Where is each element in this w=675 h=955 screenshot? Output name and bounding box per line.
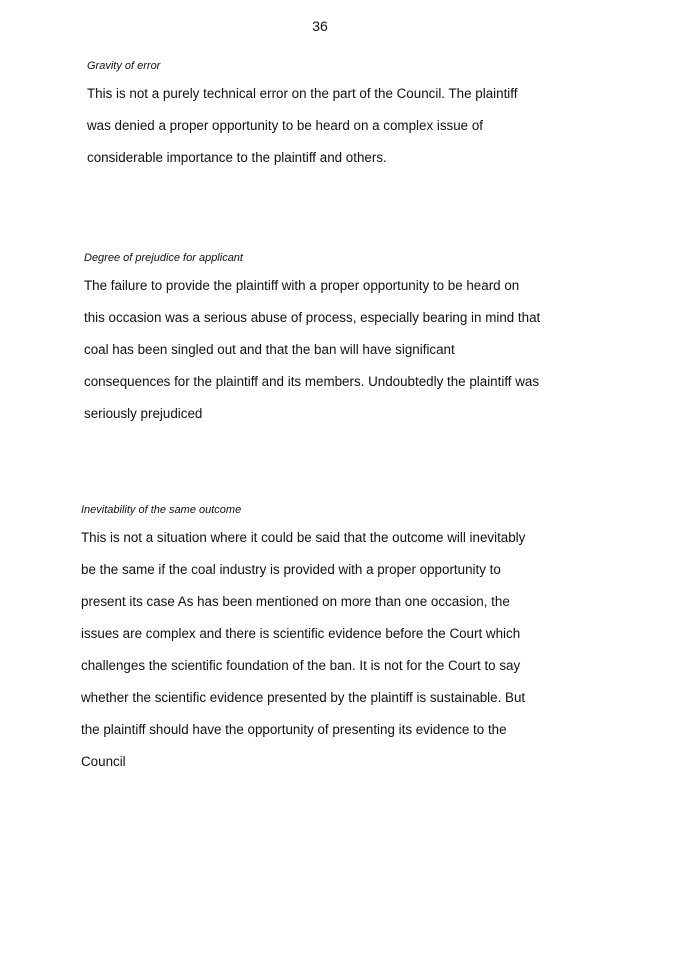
text-line: seriously prejudiced bbox=[84, 406, 203, 421]
text-line: be the same if the coal industry is provided with a proper opportunity to bbox=[81, 562, 501, 577]
text-line: Council bbox=[81, 754, 126, 769]
text-line: This is not a situation where it could be said that the outcome will inevitably bbox=[81, 530, 526, 545]
page-number: 36 bbox=[312, 18, 328, 34]
text-line: the plaintiff should have the opportunity of presenting its evidence to the bbox=[81, 722, 507, 737]
paragraph bbox=[81, 522, 525, 778]
section-heading: Gravity of error bbox=[87, 60, 161, 72]
text-line: consequences for the plaintiff and its members. Undoubtedly the plaintiff was bbox=[84, 374, 540, 389]
paragraph bbox=[87, 78, 517, 174]
text-line: this occasion was a serious abuse of process, especially bearing in mind that bbox=[84, 310, 541, 325]
text-line: The failure to provide the plaintiff with a proper opportunity to be heard on bbox=[84, 278, 520, 293]
text-line: challenges the scientific foundation of the ban. It is not for the Court to say bbox=[81, 658, 521, 673]
text-line: was denied a proper opportunity to be heard on a complex issue of bbox=[87, 118, 484, 133]
section-heading: Inevitability of the same outcome bbox=[81, 504, 242, 516]
section-gravity-of-error bbox=[87, 60, 517, 174]
section-heading: Degree of prejudice for applicant bbox=[84, 252, 243, 264]
text-line: issues are complex and there is scientific evidence before the Court which bbox=[81, 626, 521, 641]
section-degree-of-prejudice bbox=[84, 252, 540, 430]
section-inevitability-of-outcome bbox=[81, 504, 525, 778]
paragraph bbox=[84, 270, 540, 430]
text-line: coal has been singled out and that the ban will have significant bbox=[84, 342, 455, 357]
text-line: whether the scientific evidence presented by the plaintiff is sustainable. But bbox=[81, 690, 526, 705]
text-line: considerable importance to the plaintiff and others. bbox=[87, 150, 387, 165]
text-line: This is not a purely technical error on the part of the Council. The plaintiff bbox=[87, 86, 518, 101]
text-line: present its case As has been mentioned on more than one occasion, the bbox=[81, 594, 510, 609]
